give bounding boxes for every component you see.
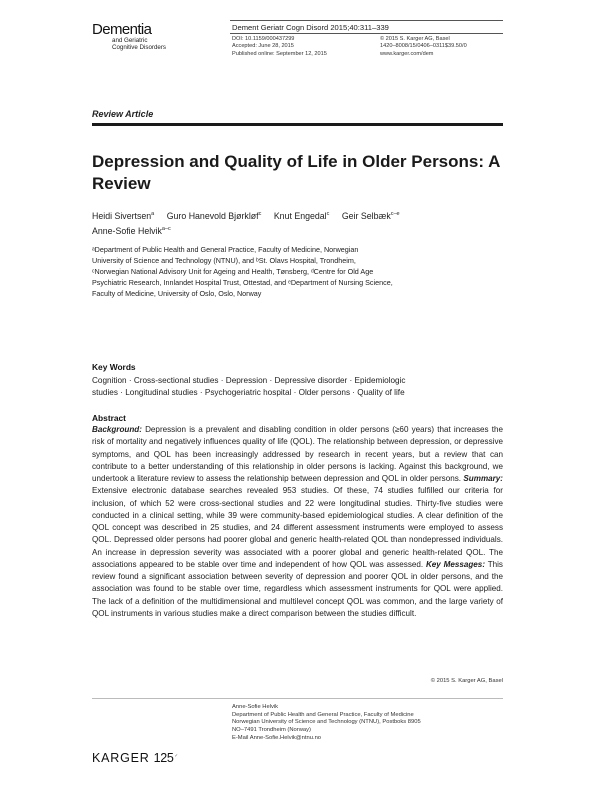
journal-website[interactable]: www.karger.com/dem (380, 50, 434, 57)
correspondence-address (232, 704, 421, 743)
anniversary-mark: ⸝ (174, 752, 178, 758)
article-type-rule (92, 123, 503, 126)
key-words-heading: Key Words (92, 362, 136, 372)
publisher-logo (92, 751, 178, 765)
published-date: Published online: September 12, 2015 (232, 50, 327, 57)
journal-logo-title: Dementia (92, 21, 152, 38)
summary-label: Summary: (461, 474, 503, 483)
header-copyright: © 2015 S. Karger AG, Basel (380, 36, 450, 42)
footer-rule (92, 698, 503, 699)
key-messages-label: Key Messages: (423, 559, 486, 569)
correspondence-line: Norwegian University of Science and Technology (NTNU), Postboks 8905 (232, 719, 421, 726)
affiliation-line: ᵃDepartment of Public Health and General Practice, Faculty of Medicine, Norwegian (92, 245, 359, 254)
abstract-heading: Abstract (92, 413, 126, 423)
background-label: Background: (92, 425, 142, 434)
article-type: Review Article (92, 109, 154, 119)
background-text: Depression is a prevalent and disabling condition in older persons (≥60 years) that increases the risk of mortality and negatively influences quality of life (QOL). The relationship between depression, or depressive symptoms, and QOL has been increasingly addressed by research in recent years, but a review that can contribute to a better understanding of this relationship in older persons is lacking. Against this background, we undertook a literature review to assess the relationship between depression and QOL in older persons. (92, 425, 503, 483)
header-mid-rule (230, 33, 503, 34)
journal-logo-subtitle-2: Cognitive Disorders (112, 44, 166, 51)
journal-logo (92, 22, 166, 51)
accepted-date: Accepted: June 28, 2015 (232, 43, 294, 50)
affiliation-line: ᶜNorwegian National Advisory Unit for Ageing and Health, Tønsberg, ᵈCentre for Old Age (92, 266, 374, 276)
affiliations (92, 245, 503, 300)
issn: 1420–8008/15/0406–0311$39.50/0 (380, 43, 467, 50)
affiliation-line: Psychiatric Research, Innlandet Hospital Trust, Ottestad, and ᵉDepartment of Nursing Science, (92, 277, 393, 287)
correspondence-line: Department of Public Health and General Practice, Faculty of Medicine (232, 711, 414, 718)
publisher-anniversary: 125 (153, 751, 174, 765)
journal-logo-subtitle-1: and Geriatric (112, 37, 148, 44)
correspondence-line: NO–7491 Trondheim (Norway) (232, 727, 311, 734)
doi: DOI: 10.1159/000437299 (232, 36, 295, 42)
affiliation-line: Faculty of Medicine, University of Oslo, Oslo, Norway (92, 288, 262, 298)
publication-info (380, 36, 467, 58)
correspondence-name: Anne-Sofie Helvik (232, 704, 279, 710)
correspondence-email[interactable]: E-Mail Anne-Sofie.Helvik@ntnu.no (232, 734, 322, 741)
author: Anne-Sofie Helvik$^{a-c}$ (92, 225, 171, 236)
affiliation-line: University of Science and Technology (NTNU), and ᵇSt. Olavs Hospital, Trondheim, (92, 255, 356, 265)
key-words-list (92, 375, 503, 399)
author: Guro Hanevold Bjørkløf$^c$ (166, 210, 262, 221)
author: Heidi Sivertsen$^a$ (92, 210, 155, 221)
abstract-copyright: © 2015 S. Karger AG, Basel (430, 678, 503, 684)
abstract-body (92, 424, 503, 620)
author: Knut Engedal$^c$ (273, 210, 330, 221)
article-title: Depression and Quality of Life in Older Persons: A Review (92, 152, 500, 193)
key-messages-text: This review found a significant association between severity of depression and poorer QOL in older persons, and the association was found to be stable over time, regardless which assessment instruments for QOL were applied. The lack of a definition of the multidimensional and multilevel concept QOL was common, and the large variety of QOL instruments in various studies make a direct comparison between the studies difficult. (92, 559, 503, 618)
journal-reference: Dement Geriatr Cogn Disord 2015;40:311–339 (232, 23, 389, 32)
header-top-rule (230, 20, 503, 21)
summary-text: Extensive electronic database searches revealed 953 studies. Of these, 74 studies fulfilled our criteria for inclusion, of which 52 were cross-sectional studies and 22 were longitudinal studies. Thirty-five studies were conducted in a clinical setting, while 39 were community-based epidemiological studies. A clear definition of the QOL concept was described in 25 studies, and 24 different assessment instruments were employed to assess QOL. Depressed older persons had poorer global and generic health-related QOL than nondepressed individuals. An increase in depression severity was associated with a poorer global and generic health-related QOL. The associations appeared to be stable over time and independent of how QOL was assessed. (92, 486, 503, 569)
key-words-line: studies · Longitudinal studies · Psychogeriatric hospital · Older persons · Quality of life (92, 388, 405, 398)
author: Geir Selbæk$^{c-e}$ (341, 210, 400, 221)
publisher-name: KARGER (92, 751, 150, 765)
author-list (92, 208, 503, 238)
article-metadata (232, 36, 327, 58)
key-words-line: Cognition · Cross-sectional studies · Depression · Depressive disorder · Epidemiologic (92, 376, 406, 385)
